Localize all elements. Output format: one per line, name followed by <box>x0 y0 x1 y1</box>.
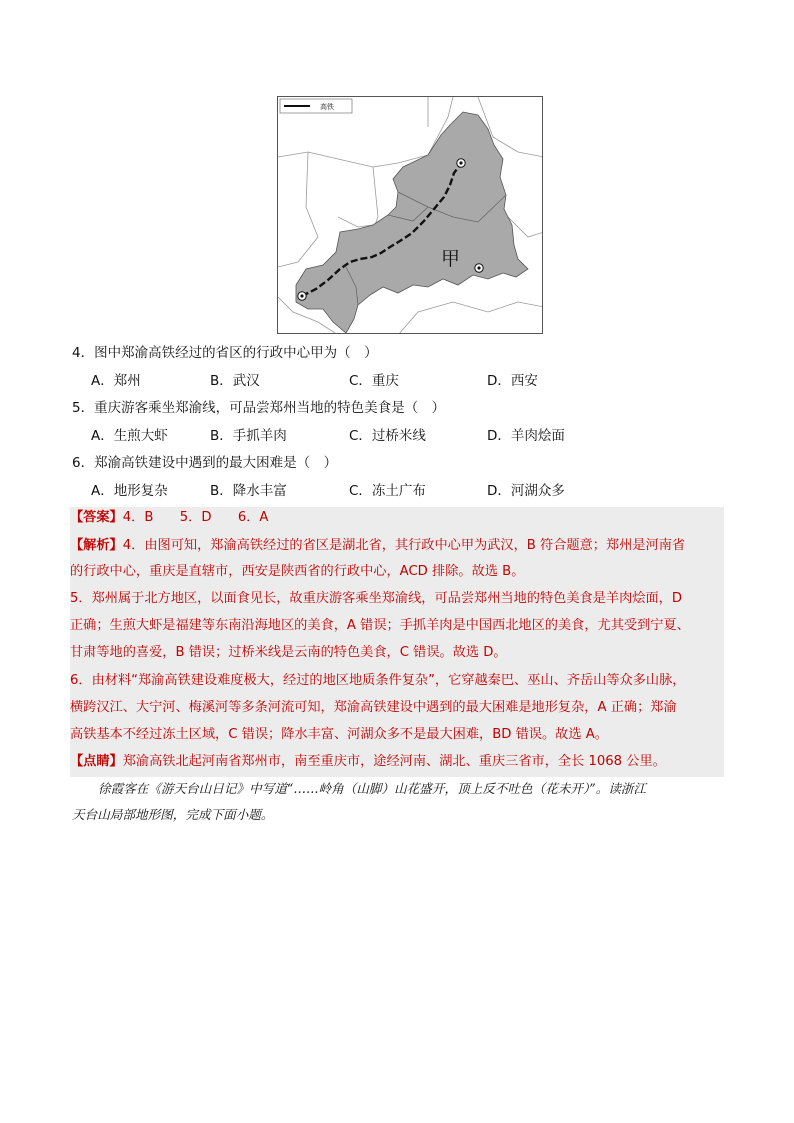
analysis-line-4: 正确；生煎大虾是福建等东南沿海地区的美食，A 错误；手抓羊肉是中国西北地区的美食，尤其受到宁夏、 <box>70 618 690 633</box>
question-4-option-a: A．郑州 <box>91 373 141 389</box>
legend-label: 高铁 <box>320 103 334 111</box>
answer-text: 4．B 5．D 6．A <box>122 510 269 525</box>
city-marker-center <box>475 264 483 272</box>
question-6-option-d: D．河湖众多 <box>487 483 565 499</box>
map-legend <box>280 99 352 113</box>
answer-tag: 【答案】 <box>70 510 123 525</box>
analysis-text-1: 4．由图可知，郑渝高铁经过的省区是湖北省，其行政中心甲为武汉，B 符合题意；郑州是河南省 <box>122 538 686 553</box>
question-5-option-b: B．手抓羊肉 <box>210 428 287 444</box>
tip-tag: 【点睛】 <box>70 754 123 769</box>
analysis-line-3: 5．郑州属于北方地区，以面食见长，故重庆游客乘坐郑渝线，可品尝郑州当地的特色美食是羊肉烩面，D <box>70 591 682 606</box>
analysis-tag: 【解析】 <box>70 538 123 553</box>
analysis-line-7: 横跨汉江、大宁河、梅溪河等多条河流可知，郑渝高铁建设中遇到的最大困难是地形复杂，A 正确；郑渝 <box>70 700 677 715</box>
tip-line <box>70 752 666 772</box>
city-marker-north <box>457 159 465 167</box>
region-label: 甲 <box>441 248 461 270</box>
question-5-option-c: C．过桥米线 <box>349 428 426 444</box>
question-4-option-b: B．武汉 <box>210 373 260 389</box>
answer-line <box>70 508 268 528</box>
material-line-2: 天台山局部地形图，完成下面小题。 <box>72 807 274 822</box>
question-6-stem: 6．郑渝高铁建设中遇到的最大困难是（ ） <box>72 455 338 471</box>
analysis-line-2: 的行政中心，重庆是直辖市，西安是陕西省的行政中心，ACD 排除。故选 B。 <box>70 564 525 579</box>
question-6-option-c: C．冻土广布 <box>349 483 426 499</box>
question-5-stem: 5．重庆游客乘坐郑渝线，可品尝郑州当地的特色美食是（ ） <box>72 400 446 416</box>
question-5-option-d: D．羊肉烩面 <box>487 428 565 444</box>
question-6-option-b: B．降水丰富 <box>210 483 287 499</box>
tip-text: 郑渝高铁北起河南省郑州市，南至重庆市，途经河南、湖北、重庆三省市，全长 1068 公里。 <box>122 754 666 769</box>
analysis-line-6: 6．由材料“郑渝高铁建设难度极大，经过的地区地质条件复杂”，它穿越秦巴、巫山、齐岳山等众多山脉， <box>70 673 686 688</box>
question-4-option-d: D．西安 <box>487 373 538 389</box>
question-5-option-a: A．生煎大虾 <box>91 428 168 444</box>
material-line-1: 徐霞客在《游天台山日记》中写道“……岭角（山脚）山花盛开，顶上反不吐色（花未开）”。读浙江 <box>98 781 647 796</box>
province-region <box>296 112 528 333</box>
analysis-line-8: 高铁基本不经过冻土区域，C 错误；降水丰富、河湖众多不是最大困难，BD 错误。故选 A。 <box>70 727 608 742</box>
railway-map <box>277 96 543 334</box>
map-svg <box>278 97 543 334</box>
city-marker-west <box>298 292 306 300</box>
analysis-line-1 <box>70 536 685 556</box>
question-6-option-a: A．地形复杂 <box>91 483 168 499</box>
question-4-stem: 4．图中郑渝高铁经过的省区的行政中心甲为（ ） <box>72 345 378 361</box>
analysis-line-5: 甘肃等地的喜爱，B 错误；过桥米线是云南的特色美食，C 错误。故选 D。 <box>70 645 507 660</box>
question-4-option-c: C．重庆 <box>349 373 399 389</box>
